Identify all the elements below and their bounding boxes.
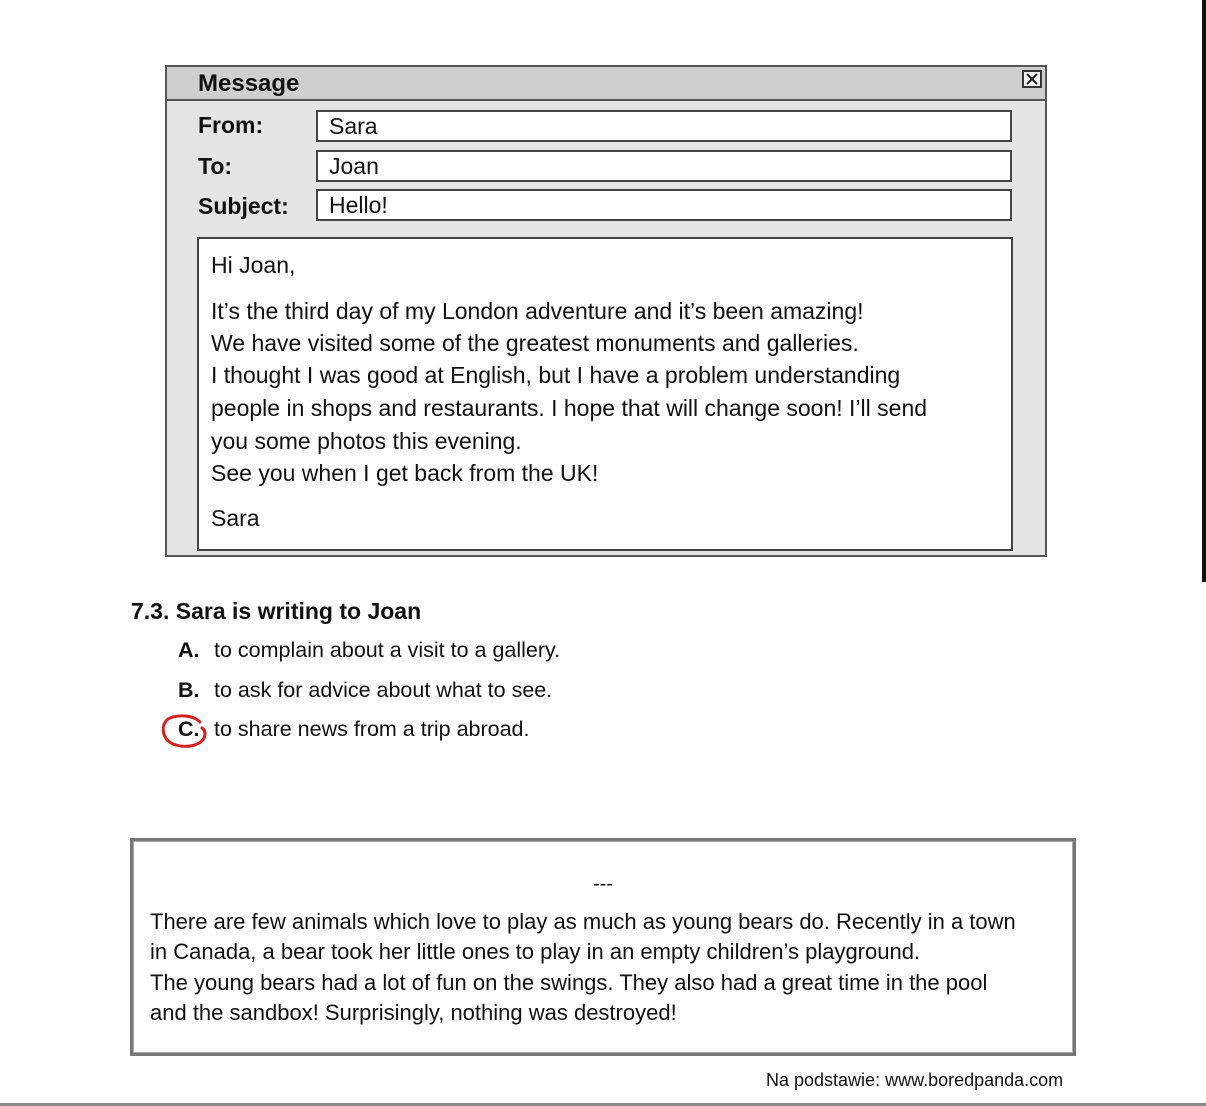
body-greeting: Hi Joan, <box>211 252 296 278</box>
message-body[interactable] <box>197 237 1013 551</box>
article-line: and the sandbox! Surprisingly, nothing was destroyed! <box>150 1000 677 1025</box>
from-label: From: <box>198 112 264 138</box>
body-line: you some photos this evening. <box>211 428 522 454</box>
option-a[interactable] <box>178 638 560 663</box>
body-line: It’s the third day of my London adventure and it’s been amazing! <box>211 298 864 324</box>
body-line: We have visited some of the greatest monuments and galleries. <box>211 330 859 356</box>
subject-label: Subject: <box>198 193 289 219</box>
source-credit: Na podstawie: www.boredpanda.com <box>766 1070 1064 1090</box>
article-line: in Canada, a bear took her little ones to play in an empty children’s playground. <box>150 939 921 964</box>
subject-field[interactable]: Hello! <box>316 189 1012 221</box>
option-text: to ask for advice about what to see. <box>214 678 553 702</box>
body-line: people in shops and restaurants. I hope that will change soon! I’ll send <box>211 395 928 421</box>
from-field[interactable]: Sara <box>316 110 1012 142</box>
option-c[interactable] <box>178 717 530 742</box>
option-letter: B. <box>178 678 200 702</box>
article-line: There are few animals which love to play as much as young bears do. Recently in a town <box>150 909 1016 934</box>
close-x-icon[interactable] <box>1022 70 1042 88</box>
message-titlebar <box>167 67 1045 101</box>
answer-circle-mark <box>160 712 210 752</box>
article-box <box>130 838 1076 1056</box>
body-line: I thought I was good at English, but I have a problem understanding <box>211 362 901 388</box>
option-b[interactable] <box>178 678 552 703</box>
option-text: to share news from a trip abroad. <box>214 717 530 741</box>
body-line: See you when I get back from the UK! <box>211 460 599 486</box>
option-letter: C. <box>178 717 200 741</box>
message-title: Message <box>198 70 300 97</box>
article-separator: --- <box>593 873 613 895</box>
option-text: to complain about a visit to a gallery. <box>214 638 561 662</box>
article-line: The young bears had a lot of fun on the swings. They also had a great time in the pool <box>150 970 988 995</box>
to-label: To: <box>198 153 233 179</box>
question-title: 7.3. Sara is writing to Joan <box>131 598 422 624</box>
page-edge-rule <box>1202 0 1206 582</box>
to-field[interactable]: Joan <box>316 150 1012 182</box>
option-letter: A. <box>178 638 200 662</box>
body-signature: Sara <box>211 505 260 531</box>
message-window <box>165 65 1047 557</box>
